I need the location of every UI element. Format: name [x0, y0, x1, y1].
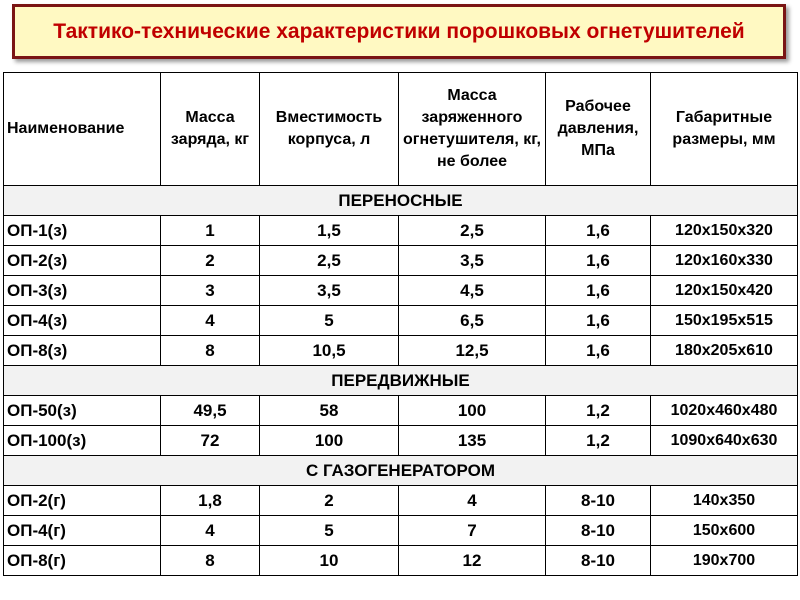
cell-volume: 10,5 [260, 336, 399, 366]
cell-volume: 58 [260, 396, 399, 426]
table-header-row [4, 73, 798, 186]
cell-volume: 2,5 [260, 246, 399, 276]
table-row [4, 336, 798, 366]
header-name: Наименование [4, 73, 161, 186]
cell-charged-mass: 12,5 [399, 336, 546, 366]
cell-charged-mass: 2,5 [399, 216, 546, 246]
cell-pressure: 1,2 [546, 426, 651, 456]
cell-charge-mass: 8 [161, 336, 260, 366]
cell-charged-mass: 135 [399, 426, 546, 456]
section-label: ПЕРЕДВИЖНЫЕ [4, 366, 798, 396]
cell-dimensions: 1090х640х630 [651, 426, 798, 456]
cell-charge-mass: 2 [161, 246, 260, 276]
cell-pressure: 1,6 [546, 336, 651, 366]
cell-dimensions: 150х195х515 [651, 306, 798, 336]
cell-volume: 10 [260, 546, 399, 576]
cell-charged-mass: 4,5 [399, 276, 546, 306]
cell-pressure: 1,6 [546, 306, 651, 336]
table-row [4, 426, 798, 456]
section-label: С ГАЗОГЕНЕРАТОРОМ [4, 456, 798, 486]
table-row [4, 216, 798, 246]
cell-pressure: 1,6 [546, 216, 651, 246]
cell-name: ОП-8(з) [4, 336, 161, 366]
cell-dimensions: 120х150х320 [651, 216, 798, 246]
cell-name: ОП-2(г) [4, 486, 161, 516]
cell-charge-mass: 49,5 [161, 396, 260, 426]
cell-name: ОП-2(з) [4, 246, 161, 276]
header-charge-mass: Масса заряда, кг [161, 73, 260, 186]
table-row [4, 516, 798, 546]
section-row-gas-generator [4, 456, 798, 486]
cell-dimensions: 120х160х330 [651, 246, 798, 276]
cell-name: ОП-3(з) [4, 276, 161, 306]
specifications-table [3, 72, 798, 576]
cell-charge-mass: 1 [161, 216, 260, 246]
cell-pressure: 8-10 [546, 516, 651, 546]
table-row [4, 246, 798, 276]
cell-charged-mass: 4 [399, 486, 546, 516]
table-row [4, 396, 798, 426]
cell-charge-mass: 4 [161, 306, 260, 336]
cell-volume: 2 [260, 486, 399, 516]
cell-dimensions: 140х350 [651, 486, 798, 516]
table-row [4, 546, 798, 576]
cell-charged-mass: 12 [399, 546, 546, 576]
section-label: ПЕРЕНОСНЫЕ [4, 186, 798, 216]
section-row-mobile [4, 366, 798, 396]
cell-charge-mass: 1,8 [161, 486, 260, 516]
cell-dimensions: 150х600 [651, 516, 798, 546]
cell-name: ОП-4(з) [4, 306, 161, 336]
table-row [4, 276, 798, 306]
cell-dimensions: 190х700 [651, 546, 798, 576]
cell-charge-mass: 8 [161, 546, 260, 576]
section-row-portable [4, 186, 798, 216]
header-dimensions: Габаритные размеры, мм [651, 73, 798, 186]
cell-charge-mass: 3 [161, 276, 260, 306]
cell-dimensions: 120х150х420 [651, 276, 798, 306]
title-banner [12, 4, 786, 59]
cell-volume: 100 [260, 426, 399, 456]
cell-volume: 5 [260, 516, 399, 546]
cell-charged-mass: 100 [399, 396, 546, 426]
cell-name: ОП-8(г) [4, 546, 161, 576]
cell-name: ОП-1(з) [4, 216, 161, 246]
cell-name: ОП-4(г) [4, 516, 161, 546]
cell-dimensions: 1020х460х480 [651, 396, 798, 426]
cell-charge-mass: 72 [161, 426, 260, 456]
cell-pressure: 8-10 [546, 486, 651, 516]
header-charged-mass: Масса заряженного огнетушителя, кг, не более [399, 73, 546, 186]
cell-pressure: 1,6 [546, 276, 651, 306]
cell-charge-mass: 4 [161, 516, 260, 546]
table-row [4, 306, 798, 336]
header-pressure: Рабочее давления, МПа [546, 73, 651, 186]
cell-name: ОП-50(з) [4, 396, 161, 426]
cell-pressure: 8-10 [546, 546, 651, 576]
page-title: Тактико-технические характеристики порошковых огнетушителей [53, 19, 745, 43]
table-row [4, 486, 798, 516]
cell-volume: 3,5 [260, 276, 399, 306]
cell-charged-mass: 3,5 [399, 246, 546, 276]
cell-charged-mass: 6,5 [399, 306, 546, 336]
cell-volume: 5 [260, 306, 399, 336]
cell-pressure: 1,6 [546, 246, 651, 276]
cell-charged-mass: 7 [399, 516, 546, 546]
cell-dimensions: 180х205х610 [651, 336, 798, 366]
cell-name: ОП-100(з) [4, 426, 161, 456]
header-volume: Вместимость корпуса, л [260, 73, 399, 186]
cell-pressure: 1,2 [546, 396, 651, 426]
cell-volume: 1,5 [260, 216, 399, 246]
